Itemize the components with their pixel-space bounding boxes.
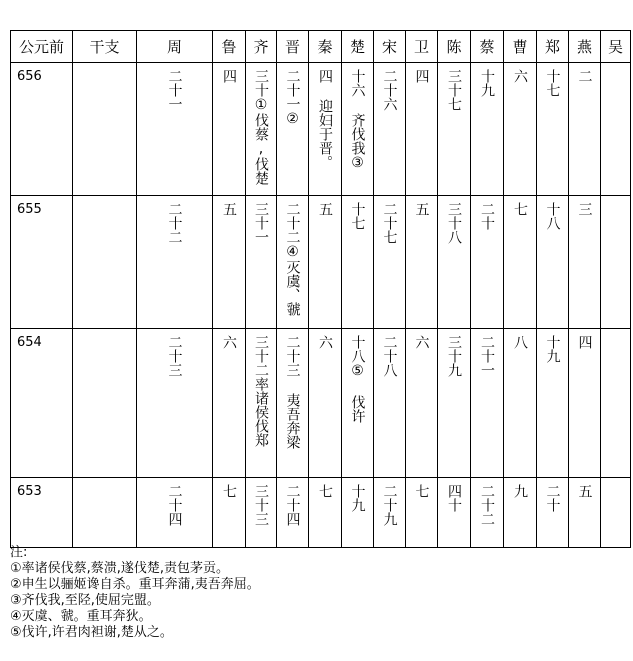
col-header: 秦 [309, 31, 342, 63]
state-cell-text: 二十八 [381, 335, 398, 377]
state-cell-text: 十九 [349, 484, 366, 512]
state-cell [406, 478, 438, 548]
state-cell-text: 二十二④灭虞、虢 [284, 202, 301, 316]
state-cell-text: 二十二 [479, 484, 495, 526]
state-cell-text: 十七 [544, 69, 561, 97]
state-cell [374, 196, 406, 329]
note-item: ④灭虞、虢。重耳奔狄。 [10, 609, 152, 624]
year-cell: 654 [11, 329, 73, 478]
table-row [11, 478, 631, 548]
state-cell [342, 196, 374, 329]
state-cell-text: 七 [317, 484, 333, 498]
state-cell-text: 二十九 [381, 484, 398, 526]
state-cell-text: 三十①伐蔡,伐楚 [253, 69, 269, 185]
state-cell [504, 478, 537, 548]
state-cell-text: 六 [512, 69, 528, 83]
table-row [11, 196, 631, 329]
state-cell [537, 329, 569, 478]
state-cell-text: 六 [221, 335, 237, 349]
state-cell [213, 63, 246, 196]
state-cell [309, 478, 342, 548]
ganzhi-cell [73, 196, 137, 329]
state-cell [342, 63, 374, 196]
state-cell [246, 196, 277, 329]
state-cell [537, 478, 569, 548]
state-cell [374, 329, 406, 478]
state-cell [471, 196, 504, 329]
state-cell [246, 329, 277, 478]
state-cell [246, 478, 277, 548]
year-cell: 656 [11, 63, 73, 196]
state-cell-text: 四十 [446, 484, 462, 512]
state-cell-text: 二十一 [479, 335, 495, 377]
col-header: 吴 [601, 31, 631, 63]
ganzhi-cell [73, 478, 137, 548]
col-header: 陈 [438, 31, 471, 63]
state-cell-text: 二十一 [166, 69, 183, 111]
state-cell-text: 三 [576, 202, 593, 216]
state-cell-text: 七 [413, 484, 430, 498]
col-header: 卫 [406, 31, 438, 63]
state-cell [342, 478, 374, 548]
col-header: 蔡 [471, 31, 504, 63]
state-cell-text: 二十四 [284, 484, 301, 526]
state-cell [504, 63, 537, 196]
state-cell [569, 63, 601, 196]
state-cell [438, 329, 471, 478]
state-cell-text: 二十 [544, 484, 561, 512]
state-cell-text: 十八 [544, 202, 561, 230]
state-cell [537, 63, 569, 196]
state-cell [277, 196, 309, 329]
header-row [11, 31, 631, 63]
state-cell [569, 329, 601, 478]
year-cell: 653 [11, 478, 73, 548]
chronology-table [10, 30, 631, 548]
state-cell [406, 63, 438, 196]
year-cell: 655 [11, 196, 73, 329]
state-cell [504, 329, 537, 478]
state-cell-text: 八 [512, 335, 528, 349]
state-cell [374, 63, 406, 196]
state-cell [438, 196, 471, 329]
state-cell [601, 329, 631, 478]
state-cell [471, 63, 504, 196]
state-cell [601, 196, 631, 329]
note-item: ②申生以骊姬谗自杀。重耳奔蒲,夷吾奔屈。 [10, 577, 260, 592]
state-cell-text: 四 [413, 69, 430, 83]
state-cell-text: 七 [221, 484, 237, 498]
state-cell [471, 329, 504, 478]
note-item: ⑤伐许,许君肉袒谢,楚从之。 [10, 625, 173, 640]
col-header: 周 [137, 31, 213, 63]
state-cell-text: 七 [512, 202, 528, 216]
state-cell-text: 十九 [544, 335, 561, 363]
state-cell-text: 二 [576, 69, 593, 83]
ganzhi-cell [73, 329, 137, 478]
state-cell-text: 二十 [479, 202, 495, 230]
col-header: 曹 [504, 31, 537, 63]
state-cell-text: 四 迎妇于晋。 [317, 69, 333, 169]
col-header: 郑 [537, 31, 569, 63]
state-cell-text: 五 [221, 202, 237, 216]
state-cell [309, 63, 342, 196]
state-cell-text: 二十三 夷吾奔梁 [284, 335, 301, 449]
state-cell [137, 63, 213, 196]
state-cell-text: 三十二率诸侯伐郑 [253, 335, 269, 447]
notes-section [10, 545, 620, 641]
state-cell-text: 四 [576, 335, 593, 349]
state-cell [246, 63, 277, 196]
state-cell-text: 三十一 [253, 202, 269, 244]
state-cell-text: 五 [576, 484, 593, 498]
state-cell [438, 478, 471, 548]
state-cell-text: 三十九 [446, 335, 462, 377]
state-cell [569, 478, 601, 548]
table-body [11, 63, 631, 548]
state-cell [374, 478, 406, 548]
state-cell [601, 478, 631, 548]
col-header: 宋 [374, 31, 406, 63]
state-cell-text: 十七 [349, 202, 366, 230]
state-cell [504, 196, 537, 329]
state-cell [406, 196, 438, 329]
state-cell [438, 63, 471, 196]
col-header: 公元前 [11, 31, 73, 63]
state-cell [406, 329, 438, 478]
state-cell [277, 63, 309, 196]
state-cell [471, 478, 504, 548]
state-cell [277, 478, 309, 548]
col-header: 燕 [569, 31, 601, 63]
state-cell-text: 十八⑤ 伐许 [349, 335, 366, 423]
table-row [11, 329, 631, 478]
state-cell-text: 二十六 [381, 69, 398, 111]
col-header: 干支 [73, 31, 137, 63]
state-cell-text: 二十四 [166, 484, 183, 526]
col-header: 晋 [277, 31, 309, 63]
state-cell [342, 329, 374, 478]
state-cell [569, 196, 601, 329]
state-cell [277, 329, 309, 478]
state-cell-text: 三十七 [446, 69, 462, 111]
state-cell-text: 二十三 [166, 335, 183, 377]
table-row [11, 63, 631, 196]
state-cell [213, 329, 246, 478]
col-header: 鲁 [213, 31, 246, 63]
state-cell [309, 329, 342, 478]
state-cell-text: 六 [413, 335, 430, 349]
state-cell [137, 196, 213, 329]
state-cell [137, 478, 213, 548]
notes-title: 注: [10, 545, 28, 560]
state-cell-text: 四 [221, 69, 237, 83]
state-cell-text: 十九 [479, 69, 495, 97]
state-cell [309, 196, 342, 329]
note-item: ①率诸侯伐蔡,蔡溃,遂伐楚,责包茅贡。 [10, 561, 230, 576]
state-cell-text: 三十三 [253, 484, 269, 526]
state-cell [537, 196, 569, 329]
state-cell-text: 二十一② [284, 69, 301, 127]
state-cell [137, 329, 213, 478]
state-cell [213, 478, 246, 548]
note-item: ③齐伐我,至陉,使屈完盟。 [10, 593, 160, 608]
state-cell-text: 二十七 [381, 202, 398, 244]
state-cell-text: 十六 齐伐我③ [349, 69, 366, 171]
col-header: 楚 [342, 31, 374, 63]
state-cell [213, 196, 246, 329]
state-cell-text: 九 [512, 484, 528, 498]
state-cell-text: 六 [317, 335, 333, 349]
state-cell [601, 63, 631, 196]
ganzhi-cell [73, 63, 137, 196]
state-cell-text: 三十八 [446, 202, 462, 244]
state-cell-text: 五 [317, 202, 333, 216]
col-header: 齐 [246, 31, 277, 63]
state-cell-text: 五 [413, 202, 430, 216]
state-cell-text: 二十二 [166, 202, 183, 244]
